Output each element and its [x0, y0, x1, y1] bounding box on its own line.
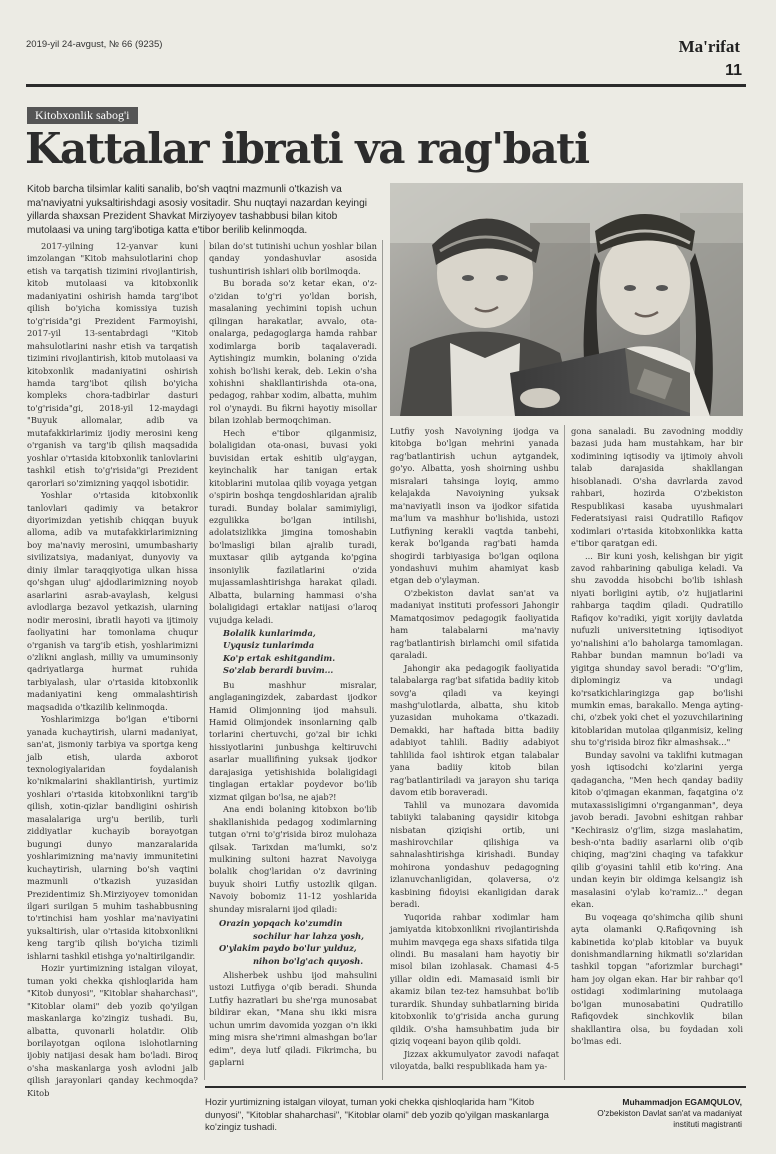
poem-line: Orazin yopqach ko'zumdin: [219, 918, 343, 929]
article-column-1: [27, 240, 198, 1099]
bottom-rule: [205, 1086, 746, 1088]
children-reading-photo: [390, 183, 743, 416]
paragraph: O'zbekiston davlat san'at va madaniyat instituti professori Jahongir Mamatqosimov pedagogik faoliyatida ham talabalarni ma'naviy rag'batlantirish birlamchi omil sifatida qaraladi.: [390, 587, 559, 661]
author-signature: [572, 1097, 742, 1130]
article-column-3: [390, 425, 559, 1073]
paragraph: ... Bir kuni yosh, kelishgan bir yigit zavod rahbarining qabuliga keladi. Va shu zavodda hisobchi bo'lib ishlash niyati borligini aytib, o'z hujjatlarini rahbarga taqdim qiladi. Qudratillo Rafiqov ko'radiki, yigit xorijiy davlatda nufuzli universitetning iqtisodiyot yo'nalishini a'lo baholarga tamomlagan. Rahbar bundan mamnun bo'ladi va yigitga shunday savol beradi: "O'g'lim, diplomingiz va undagi ko'rsatkichlaringizga gap bo'lishi mumkin emas, barakallo. Menga ayting-chi, o'zbek yoki chet el yozuvchilarining kitoblaridan mutolaa qilganmisiz, keling shu to'g'risida biroz fikr almashsak...": [571, 550, 743, 748]
paragraph: Jahongir aka pedagogik faoliyatida talabalarga rag'bat sifatida badiiy kitob sovg'a qiladi va keyingi mashg'ulotlarda, albatta, shu kitob yuzasidan muhokama o'tkazadi. Demakki, har haftada bitta badiiy adabiyot tahlili. Badiiy adabiyot tahlilida faol ishtirok etgan talabalar yana badiiy kitob bilan rag'batlantiriladi va jarayon shu tariqa davom etib boraveradi.: [390, 662, 559, 798]
author-name: Muhammadjon EGAMQULOV,: [622, 1097, 742, 1107]
poem-buvim: [223, 627, 377, 677]
article-title: Kattalar ibrati va rag'bati: [25, 124, 589, 173]
paragraph: Bu mashhur misralar, anglaganingizdek, zabardast ijodkor Hamid Olimjonning ijod mahsuli. Hamid Olimjondek insonlarning qalb torlarini chertuvchi, go'zal bir ichki hissiyotlarini junbushga keltiruvchi asarlar muallifining yuksak ijodkor darajasiga yetishishida bolaligidagi tinglagan ertaklar poydevor bo'lib xizmat qilgan bo'lsa, ne ajab?!: [209, 679, 377, 802]
paragraph: Jizzax akkumulyator zavodi nafaqat viloyatda, balki respublikada ham ya-: [390, 1048, 559, 1072]
poem-line: Bolalik kunlarimda,: [223, 628, 316, 639]
poem-line: Uyqusiz tunlarimda: [223, 640, 315, 651]
column-rule: [564, 425, 565, 1080]
poem-line: O'ylakim paydo bo'lur yulduz,: [219, 943, 357, 954]
top-rule: [26, 84, 746, 87]
paragraph: bilan do'st tutinishi uchun yoshlar bilan qanday yondashuvlar asosida tushuntirish ishlari olib borilmoqda.: [209, 241, 377, 276]
poem-line: So'zlab berardi buvim...: [223, 665, 334, 676]
article-column-4: [571, 425, 743, 1048]
paragraph: Lutfiy yosh Navoiyning ijodga va kitobga bo'lgan mehrini yanada rag'batlantirish uchun aytgandek, go'yo. Albatta, yosh shoirning ushbu misralari tahsinga loyiq, ammo kelajakda Navoiyning yuksak ma'naviyatli inson va ijodkor sifatida ma'lum va mashhur bo'lishida, ustozi Lutfiyning kerakli vaqtda tanbehi, kerak bo'lganda rag'bati hamda shogirdi tarbiyasiga bo'lgan oqilona yondashuvi muhim ahamiyat kasb etgan deb o'ylayman.: [390, 426, 559, 586]
paragraph: Ana endi bolaning kitobxon bo'lib shakllanishida pedagog xodimlarning tutgan o'rni to'g'risida biroz mulohaza qilsak. Tarixdan ma'lumki, so'z mulkining sultoni hazrat Navoiyga bolalik chog'laridan o'z davrining buyuk shoiri Lutfiy ustozlik qilgan. Navoiy bobomiz 11-12 yoshlarida shunday misralarni ijod qiladi:: [209, 804, 377, 914]
photo-caption: Hozir yurtimizning istalgan viloyat, tuman yoki chekka qishloqlarida ham "Kitob dunyosi", "Kitoblar shaharchasi", "Kitoblar olami" deb yozib qo'yilgan maskanlarga ko'zingiz tushadi.: [205, 1097, 549, 1133]
poem-navoiy: [219, 917, 377, 967]
newspaper-brand: Ma'rifat: [678, 37, 740, 56]
author-title: O'zbekiston Davlat san'at va madaniyat instituti magistranti: [597, 1108, 742, 1129]
paragraph: Hech e'tibor qilganmisiz, bolaligidan ota-onasi, buvasi yoki buvisidan ertak eshitib ulg'aygan, keyinchalik har tanigan ertak kitoblarini mutolaa qilib voyaga yetgan o'spirin boshqa tengdoshlaridan ajralib turadi. Bunday bolalar samimiyligi, ezgulikka bo'lgan intilishi, adolatsizlikka jimgina tomoshabin bo'lmasligi bilan ajralib turadi, muxtasar qilib aytganda ko'pgina insoniylik fazilatlarini o'zida mujassamlashtirishga harakat qiladi. Albatta, bularning hammasi o'sha bolaligidagi ertaklar natijasi o'laroq vujudga keladi.: [209, 427, 377, 625]
paragraph: Bu voqeaga qo'shimcha qilib shuni ayta olamanki Q.Rafiqovning ish kabinetida ko'plab kitoblar va buyuk donishmandlarning hikmatli so'zlaridan tashkil topgan "aforizmlar burchagi" ham joy olgan ekan. Har bir rahbar qo'l ostidagi xodimlarining mutolaaga bo'lgan munosabatini Qudratillo Rafiqovdek sinchkovlik bilan shakllantira olsa, bu foydadan xoli bo'lmas edi.: [571, 911, 743, 1047]
article-column-2: [209, 240, 377, 1069]
paragraph: Tahlil va munozara davomida tabiiyki talabaning qaysidir kitobga nisbatan qiziqishi ortib, uni mashirovchilar qilishiga va sahnalashtirishga kirishadi. Bunday mohirona yondashuv pedagogning izlanuvchanligidan, qolaversa, o'z kasbining fidoyisi ekanligidan darak beradi.: [390, 799, 559, 910]
article-photo: [390, 183, 743, 416]
article-lead: Kitob barcha tilsimlar kaliti sanalib, bo'sh vaqtni mazmunli o'tkazish va ma'naviyatni yuksaltirishdagi asosiy vositadir. Shu nuqtayi nazardan keyingi yillarda shaxsan Prezident Shavkat Mirziyoyev tashabbusi bilan kitob mutolaasi va uning targ'ibotiga katta e'tibor berilib kelinmoqda.: [27, 184, 368, 236]
paragraph: Yoshlarimizga bo'lgan e'tiborni yanada kuchaytirish, ularni madaniyat, san'at, jismoniy tarbiya va sportga keng jalb etish, ularda axborot texnologiyalaridan foydalanish ko'nikmalarini shakllantirish, yurtimiz yoshlari o'rtasida kitobxonlikni targ'ib qilish, xotin-qizlar bandligini oshirish masalalariga urg'u berilib, turli ziddiyatlar kuchayib borayotgan bugungi dunyo manzaralarida yoshlarimizning ma'naviy immunitetini kuchaytirish, ularning bo'sh vaqtini mazmunli o'tkazish yuzasidan Prezidentimiz Sh.Mirziyoyev tomonidan ilgari surilgan 5 muhim tashabbusning to'rtinchisi ham yoshlar ma'naviyatini yuksaltirish, ular o'rtasida kitobxonlikni keng targ'ib qilish bo'yicha tizimli ishlarni tashkil etishga yo'naltirilgandir.: [27, 714, 198, 961]
paragraph: Yuqorida rahbar xodimlar ham jamiyatda kitobxonlikni rivojlantirishda muhim mavqega ega shaxs sifatida tilga olindi. Bu masalani ham hayotiy bir misol bilan izohlasak. Chamasi 4-5 yillar oldin edi. Mamasaid ismli bir akamiz bilan tez-tez hamsuhbat bo'lib turardik. Shunday suhbatlarning birida kitobxonlik to'g'risida ancha gurung qildik. O'sha hamsuhbatim juda bir qiziq voqeani bayon qilib qoldi.: [390, 911, 559, 1047]
column-rule: [204, 240, 205, 1080]
section-tag: Kitobxonlik sabog'i: [27, 107, 138, 124]
paragraph: gona sanaladi. Bu zavodning moddiy bazasi juda ham mustahkam, har bir xodimining iqtisodiy va ijtimoiy ahvoli talab darajasida shakllangan hisoblanadi. O'sha davrlarda zavod rahbari, hozirda O'zbekiston Respublikasi kasaba uyushmalari Federatsiyasi raisi Qudratillo Rafiqov xodimlari o'rtasida kitobxonlikka katta e'tibor qaratgan edi.: [571, 426, 743, 549]
paragraph: 2017-yilning 12-yanvar kuni imzolangan "Kitob mahsulotlarini chop etish va tarqatish tizimini rivojlantirish, kitob mutolaasi va kitobxonlik madaniyatini oshirish hamda targ'ibot qilish bo'yicha komissiya tuzish to'g'risida"gi Prezident Farmoyishi, 2017-yil 13-sentabrdagi "Kitob mahsulotlarini nashr etish va tarqatish tizimini rivojlantirish, kitob mutolaasi va kitobxonlik madaniyatini oshirish hamda targ'ibot qilish bo'yicha kompleks chora-tadbirlar dasturi to'g'risida"gi, 2018-yil 12-maydagi "Buyuk allomalar, adib va mutafakkirlarimiz ijodiy merosini keng o'rganish va targ'ib qilish maqsadida yoshlar o'rtasida kitobxonlik tanlovlarini tashkil etish to'g'risida"gi Prezident qarorlari so'zimizning yaqqol isbotidir.: [27, 241, 198, 488]
paragraph: Bu borada so'z ketar ekan, o'z-o'zidan to'g'ri yo'ldan borish, masalaning yechimini topish uchun qilingan harakatlar, avvalo, ota-onalarga, pedagoglarga hamda rahbar xodimlarga borib taqalaveradi. Aytishingiz mumkin, bolaning o'zida xohish bo'lishi kerak, deb. Lekin o'sha xohishni shakllantirishda ota-ona, pedagog, rahbar xodim, albatta, muhim rol o'ynaydi. Bu fikrni hayotiy misollar bilan izohlab bermoqchiman.: [209, 278, 377, 426]
poem-line: nihon bo'lg'ach quyosh.: [253, 955, 364, 966]
issue-date: 2019-yil 24-avgust, № 66 (9235): [26, 39, 163, 50]
paragraph: Bunday savolni va taklifni kutmagan yosh iqtisodchi ko'zlarini yerga qadagancha, "Men hech qanday badiiy kitob o'qimagan ekanman, faqatgina o'z mutaxassisligimni o'rganganman", deya javob beradi. Javobni eshitgan rahbar "Kechirasiz o'g'lim, sizga maslahatim, besh-o'nta badiiy asarlarni olib o'qib chiqing, mag'zini chaqing va tafakkur qilib g'oyasini tahlil etib ko'ring. Ana undan keyin bir oldimga kelsangiz ish masalasini o'ylab ko'ramiz..." degan ekan.: [571, 749, 743, 910]
poem-line: sochilur har lahza yosh,: [253, 930, 365, 941]
paragraph: Hozir yurtimizning istalgan viloyat, tuman yoki chekka qishloqlarida ham "Kitob dunyosi", "Kitoblar shaharchasi", "Kitoblar olami" deb yozib qo'yilgan maskanlarga ko'zingiz tushadi. Bu, albatta, quvonarli holatdir. Olib borilayotgan oqilona islohotlarning ijobiy natijasi desak ham bo'ladi. Biroq o'sha maskanlarga yosh avlodni jalb qilish jarayonlari qanday kechmoqda? Kitob: [27, 963, 198, 1098]
poem-line: Ko'p ertak eshitgandim.: [223, 652, 336, 663]
paragraph: Alisherbek ushbu ijod mahsulini ustozi Lutfiyga o'qib beradi. Shunda Lutfiy hazratlari bu she'rga munosabat bildirar ekan, "Mana shu ikki misra uchun umrim davomida yozgan o'n ikki ming misra she'rimni almashgan bo'lar edim", deya lutf qiladi. Fikrimcha, bu gaplarni: [209, 969, 377, 1068]
column-rule: [382, 240, 383, 1080]
paragraph: Yoshlar o'rtasida kitobxonlik tanlovlari qadimiy va betakror diyorimizdan yetishib chiqqan buyuk alloma, adib va mutafakkirlarimizning boy ma'naviy merosini, umumbashariy sivilizatsiya, madaniyat, dunyoviy va diniy ilmlar taraqqiyotiga ulkan hissa qo'shgan ulug' ajdodlarimizning noyob asarlarini asrab-avaylash, kelgusi avlodlarga bezavol yetkazish, ularning nodir merosini, ibratli hayoti va ijtimoiy faoliyatini har tomonlama chuqur o'rganish va targ'ib etish, yoshlarimizni o'zlikni anglash, milliy va umuminsoniy qadriyatlarga hurmat ruhida tarbiyalash, ular o'rtasida kitobxonlik madaniyatini keng ommalashtirish maqsadida o'tkazilib kelinmoqda.: [27, 490, 198, 712]
page-number: 11: [725, 62, 742, 79]
